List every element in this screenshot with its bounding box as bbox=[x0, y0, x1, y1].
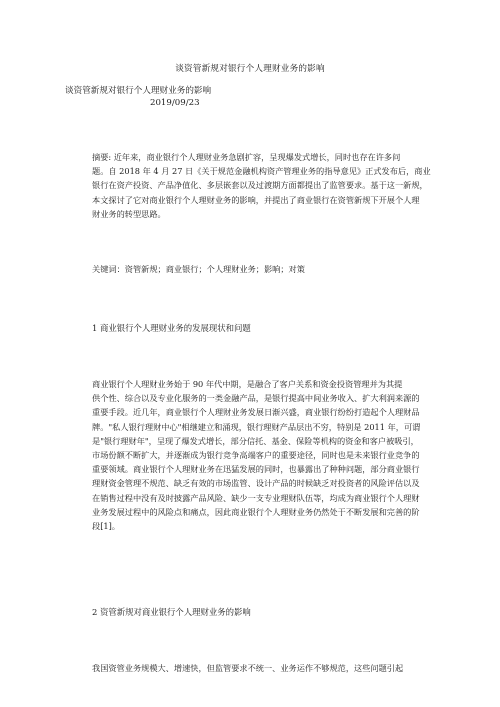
section-1-line: 供个性、综合以及专业化服务的一类金融产品，是银行提高中间业务收入、扩大利润来源的 bbox=[92, 393, 420, 404]
abstract-paragraph bbox=[92, 150, 431, 221]
keywords-line: 关键词：资管新规；商业银行；个人理财业务；影响；对策 bbox=[92, 264, 305, 274]
abstract-line: 摘要: 近年来，商业银行个人理财业务急剧扩容，呈现爆发式增长，同时也存在许多问 bbox=[92, 152, 401, 162]
section-2-line: 我国资管业务规模大、增速快，但监管要求不统一、业务运作不够规范，这些问题引起 bbox=[92, 663, 404, 673]
abstract-line: 财业务的转型思路。 bbox=[92, 208, 166, 219]
section-2-paragraph bbox=[92, 661, 412, 675]
abstract-line: 本文探讨了它对商业银行个人理财业务的影响，并提出了商业银行在资管新规下开展个人理 bbox=[92, 194, 420, 205]
section-1-line: 商业银行个人理财业务始于 90 年代中期，是融合了客户关系和资金投资管理并为其提 bbox=[92, 379, 403, 389]
section-2-heading: 2 资管新规对商业银行个人理财业务的影响 bbox=[92, 607, 251, 617]
section-1-heading: 1 商业银行个人理财业务的发展现状和问题 bbox=[92, 323, 251, 333]
publish-date: 2019/09/23 bbox=[150, 98, 200, 108]
section-1-line: 业务发展过程中的风险点和痛点，因此商业银行个人理财业务仍然处于不断发展和完善的阶 bbox=[92, 506, 420, 517]
section-1-line: 段[1]。 bbox=[92, 521, 120, 532]
article-subtitle: 谈资管新规对银行个人理财业务的影响 bbox=[65, 86, 212, 96]
section-1-line: 在销售过程中没有及时披露产品风险、缺少一支专业理财队伍等，均成为商业银行个人理财 bbox=[92, 492, 420, 503]
section-1-line: 重要手段。近几年，商业银行个人理财业务发展日渐兴盛，商业银行纷纷打造起个人理财品 bbox=[92, 407, 420, 418]
section-1-line: 重要领域。商业银行个人理财业务在迅猛发展的同时，也暴露出了种种问题，部分商业银行 bbox=[92, 464, 420, 475]
section-1-line: 市场份额不断扩大，并逐渐成为银行竞争高端客户的重要途径，同时也是未来银行业竞争的 bbox=[92, 450, 420, 461]
section-1-line: 理财资金管理不规范、缺乏有效的市场监管、设计产品的时候缺乏对投资者的风险评估以及 bbox=[92, 478, 420, 489]
section-1-line: 牌。"私人银行理财中心"相继建立和涌现，银行理财产品层出不穷，特别是 2011 年，可谓 bbox=[92, 421, 421, 432]
abstract-line: 题。自 2018 年 4 月 27 日《关于规范金融机构资产管理业务的指导意见》正式发布后，商业 bbox=[92, 166, 431, 177]
abstract-line: 银行在资产投资、产品净值化、多层嵌套以及过渡期方面都提出了监管要求。基于这一新规， bbox=[92, 180, 428, 191]
section-1-paragraph bbox=[92, 377, 421, 533]
section-1-line: 是"银行理财年"，呈现了爆发式增长，部分信托、基金、保险等机构的资金和客户被吸引， bbox=[92, 435, 419, 446]
document-title: 谈资管新规对银行个人理财业务的影响 bbox=[175, 64, 325, 74]
